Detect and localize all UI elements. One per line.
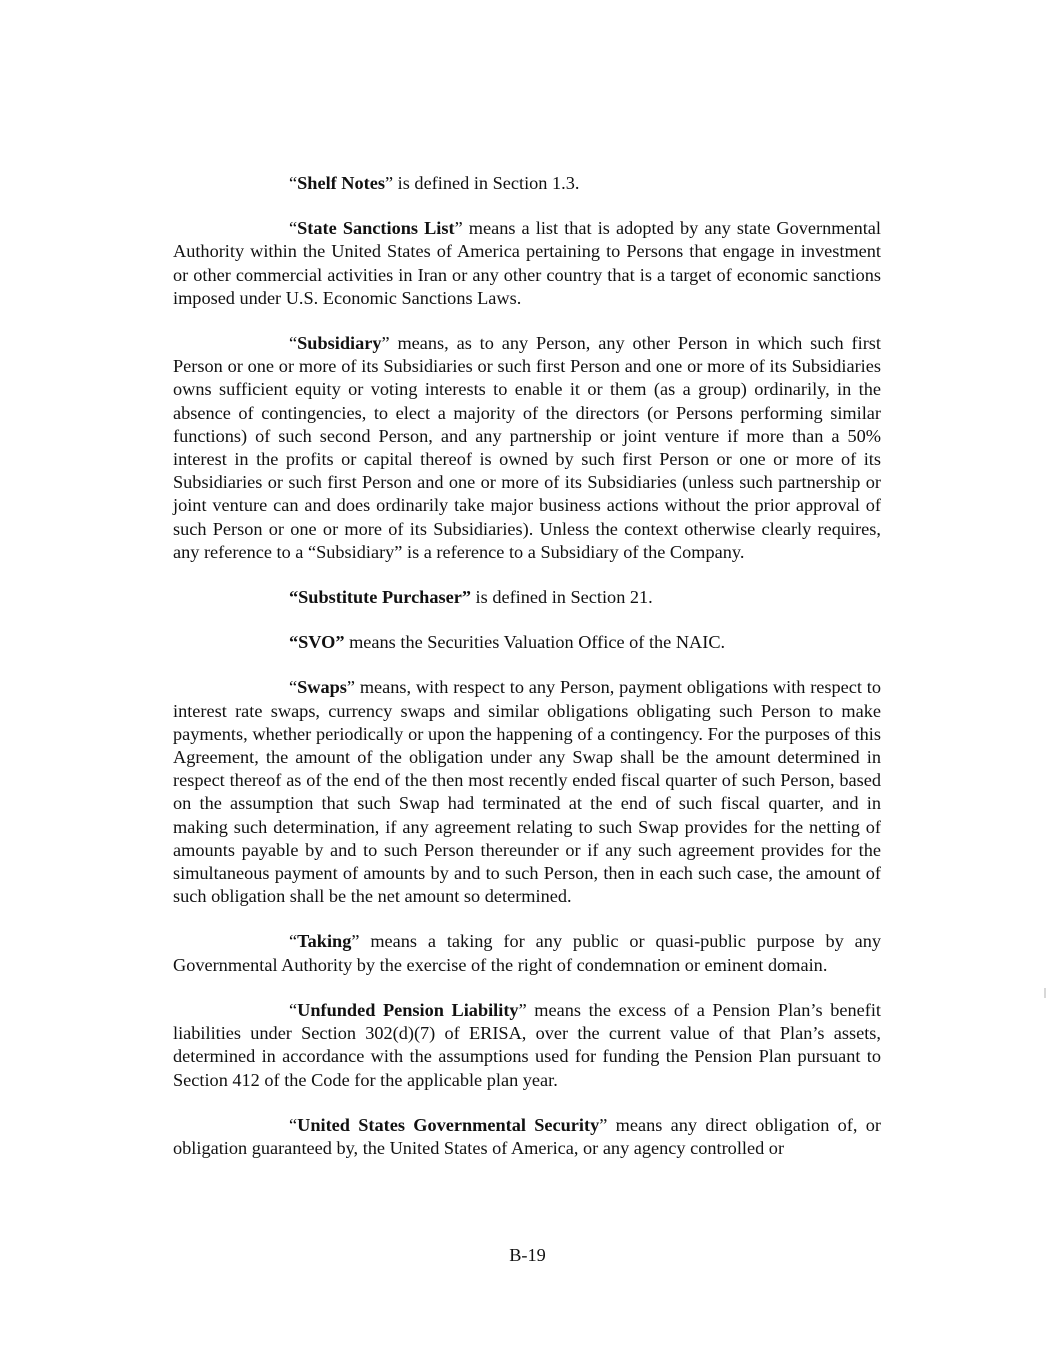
open-quote: “	[289, 173, 298, 193]
definition-text: means the Securities Valuation Office of the NAIC.	[344, 632, 726, 653]
defined-term: United States Governmental Security	[297, 1114, 600, 1135]
definition-text: ” means a taking for any public or quasi-public purpose by any Governmental Authority by the exercise of the right of condemnation or eminent domain.	[173, 931, 881, 975]
definition-text: ” means, as to any Person, any other Person in which such first Person or one or more of its Subsidiaries or such first Person and one or more of its Subsidiaries owns sufficient equity or voting interests to enable it or them (as a group) ordinarily, in the absence of contingencies, to elect a majority of the directors (or Persons performing similar functions) of such second Person, and any partnership or joint venture if more than a 50% interest in the profits or capital thereof is owned by such first Person or one or more of its Subsidiaries or such first Person and one or more of its Subsidiaries (unless such partnership or joint venture can and does ordinarily take major business actions without the prior approval of such Person or one or more of its Subsidiaries). Unless the context otherwise clearly requires, any reference to a “Subsidiary” is a reference to a Subsidiary of the Company.	[173, 333, 881, 562]
defined-term: Shelf Notes	[297, 173, 385, 193]
open-quote: “	[289, 999, 298, 1020]
open-quote: “	[289, 677, 298, 698]
definition-state-sanctions-list	[173, 217, 881, 310]
definition-unfunded-pension-liability	[173, 999, 881, 1092]
defined-term: Subsidiary	[297, 333, 382, 354]
defined-term: State Sanctions List	[297, 218, 455, 239]
definition-united-states-governmental-security	[173, 1114, 881, 1160]
definition-taking	[173, 930, 881, 976]
definition-shelf-notes	[173, 172, 881, 195]
definition-text: is defined in Section 21.	[470, 587, 653, 608]
definition-text: ” is defined in Section 1.3.	[384, 173, 580, 193]
definition-text: ” means any direct obligation of, or obligation guaranteed by, the United States of America, or any agency controlled or	[173, 1114, 881, 1158]
scan-artifact	[1044, 988, 1046, 998]
defined-term: “Substitute Purchaser”	[289, 587, 471, 608]
definition-swaps	[173, 676, 881, 908]
defined-term: Swaps	[297, 677, 347, 698]
open-quote: “	[289, 1114, 298, 1135]
defined-term: Unfunded Pension Liability	[297, 999, 519, 1020]
defined-term: “SVO”	[289, 632, 345, 653]
definition-svo	[173, 631, 881, 654]
open-quote: “	[289, 218, 298, 239]
open-quote: “	[289, 931, 298, 952]
defined-term: Taking	[297, 931, 352, 952]
definition-substitute-purchaser	[173, 586, 881, 609]
definition-text: ” means, with respect to any Person, payment obligations with respect to interest rate swaps, currency swaps and similar obligations obligating such Person to make payments, whether periodically or upon the happening of a contingency. For the purposes of this Agreement, the amount of the obligation under any Swap shall be the amount determined in respect thereof as of the end of the then most recently ended fiscal quarter of such Person, based on the assumption that such Swap had terminated at the end of such fiscal quarter, and in making such determination, if any agreement relating to such Swap provides for the netting of amounts payable by and to such Person thereunder or if any such agreement provides for the simultaneous payment of amounts by and to such Person, then in each such case, the amount of such obligation shall be the net amount so determined.	[173, 677, 881, 907]
document-body	[173, 172, 881, 1182]
definition-subsidiary	[173, 332, 881, 564]
open-quote: “	[289, 333, 298, 354]
definition-text: ” means a list that is adopted by any state Governmental Authority within the United States of America pertaining to Persons that engage in investment or other commercial activities in Iran or any other country that is a target of economic sanctions imposed under U.S. Economic Sanctions Laws.	[173, 218, 881, 308]
page-number: B-19	[509, 1245, 546, 1265]
definition-text: ” means the excess of a Pension Plan’s benefit liabilities under Section 302(d)(7) of ERISA, over the current value of that Plan’s assets, determined in accordance with the assumptions used for funding the Pension Plan pursuant to Section 412 of the Code for the applicable plan year.	[173, 999, 881, 1090]
